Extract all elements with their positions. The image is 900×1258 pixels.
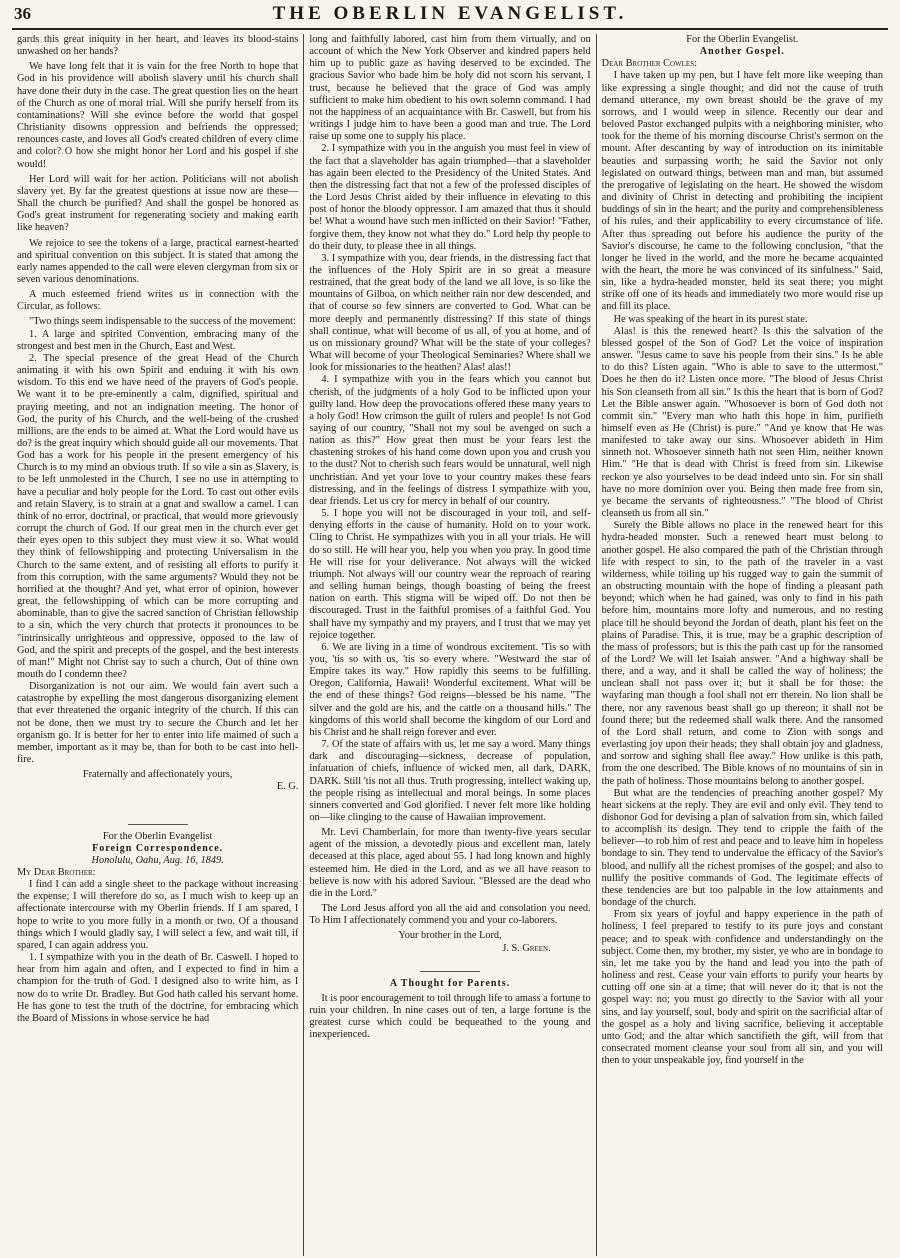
paragraph: 2. I sympathize with you in the anguish you must feel in view of the fact that a slaveholder has again triumphed—that a slaveholder has again been elected to the Presidency of the United States. And then the distressing fact that not a few of the professed disciples of the Lord Jesus Christ aided by their influence in elevating to this post of honor the bloody oppressor. I am amazed that thus it should be! What a wound have such men inflicted on their Savior! "Father, forgive them, they know not what they do." Lord help thy people to do their duty, to please thee in all things. <box>309 143 591 252</box>
column-1 <box>12 34 303 1256</box>
masthead <box>12 0 888 30</box>
paragraph: long and faithfully labored, cast him from them virtually, and on account of which the New York Observer and kindred papers held him up to public gaze as having deserved to be excinded. The gracious Savior who bade him be holy did not scorn his servant, I trust, because he believed that the grace of God was amply sufficient to make him obedient to his own solemn command. I had not the happiness of an acquaintance with Br. Caswell, but from his writings I judge him to have been a good man and true. The Lord raise up some one to supply his place. <box>309 34 591 143</box>
signature: E. G. <box>276 781 299 793</box>
paragraph: Disorganization is not our aim. We would fain avert such a catastrophe by expelling the most dangerous disorganizing element that ever threatened the organic integrity of the church. If this can not be done, then we must try to secure the Church and let her organism go. It is better for her to enter into life maimed of such a member, important as it may be, than for both to be cast into hell-fire. <box>17 681 299 766</box>
divider <box>128 824 188 825</box>
section-header: For the Oberlin Evangelist <box>102 830 213 842</box>
closing-line: Your brother in the Lord, <box>398 930 502 942</box>
paragraph: 1. A large and spirited Convention, embracing many of the strongest and best men in the Church, East and West. <box>17 328 299 352</box>
paragraph: From six years of joyful and happy experience in the path of holiness, I feel prepared to testify to its pure joys and constant peace; and to speak with confidence and understandingly on the subject. Come then, my brother, my sister, ye who are in bondage to sin, let me take you by the hand and lead you into the path of holiness and rest. Cease your vain efforts to purify your hearts by cutting off one sin at a time; that will never do it; that is not the gospel way: no; you must go directly to the Savior with all your sins, and lay yourself, soul, body and spirit on the sacrificial altar of the gospel as a holy and living sacrifice, believing it acceptable unto God; and the altar which sanctifieth the gift, will from that consecrated moment cleanse your soul from all sin, and you will then to your unspeakable joy, find yourself in the <box>601 909 883 1067</box>
paragraph: We have long felt that it is vain for the free North to hope that God in his providence will abolish slavery until his church shall have done their duty in the case. The great question lies on the heart of the Church as one of moral trial. Will she purify herself from its contaminations? Will she evince before the world that gospel Christianity disowns oppression and befriends the oppressed; renounces caste, and loves all God's created children of every clime and color? O how she might honor her Lord and his gospel if she would! <box>17 61 299 170</box>
columns <box>12 34 888 1256</box>
paragraph: It is poor encouragement to toil through life to amass a fortune to ruin your children. In nine cases out of ten, a large fortune is the greatest curse which could be bequeathed to the young and inexperienced. <box>309 992 591 1041</box>
paragraph: 1. I sympathize with you in the death of Br. Caswell. I hoped to hear from him again and often, and I expected to find in him a champion for the truth of God. I designed also to write him, as I now do to write Dr. Bradley. But God hath called his servant home. He has gone to test the truth of the doctrine, for embracing which the Board of Missions in whose service he had <box>17 952 299 1024</box>
newspaper-title: THE OBERLIN EVANGELIST. <box>272 3 628 24</box>
paragraph: I find I can add a single sheet to the package without increasing the expense; I will therefore do so, as I much wish to keep up an affectionate intercourse with my Oberlin friends. If I am spared, I hope to write to you more fully in a month or two. Of a thousand things which I would gladly say, I will select a few, and wait till, if spared, I can again address you. <box>17 879 299 951</box>
paragraph: Alas! is this the renewed heart? Is this the salvation of the blessed gospel of the Son of God? Let the voice of inspiration answer. "Jesus came to save his people from their sins." Is he able to do this? Listen again. "Who is able to save to the uttermost." Does he then do it? Listen once more. "The blood of Jesus Christ his Son cleanseth from all sin." Is this the heart that is born of God? Let the Bible answer again. "Whosoever is born of God doth not commit sin." "Every man who hath this hope in him, purifieth himself even as He (Christ) is pure." "And ye know that He was manifested to take away our sins. Whosoever abideth in Him sinneth not. Whosoever sinneth hath not seen Him, neither known Him." "He that is dead with Christ is freed from sin. Likewise reckon ye also yourselves to be dead indeed unto sin. For sin shall have no more dominion over you. Being then made free from sin, ye became the servants of righteousness." "The blood of Christ cleanseth us from all sin." <box>601 325 883 520</box>
paragraph: The Lord Jesus afford you all the aid and consolation you need. To Him I affectionately commend you and your co-laborers. <box>309 903 591 927</box>
section-title: Foreign Correspondence. <box>92 842 224 854</box>
paragraph: I have taken up my pen, but I have felt more like weeping than like expressing a single thought; and did not the cause of truth demand utterance, my own breast should be the grave of my sorrows, and I would weep in silence. Recently our dear and beloved Pastor exchanged pulpits with a neighboring minister, who took for the theme of his morning discourse Christ's sermon on the mount. After descanting by way of introduction on its inimitable beauties and surpassing worth; he said the Savior not only legislated on outward things, between man and man, but assumed the prerogative of legislating on the heart. He showed the wisdom and divinity of Christ in detecting and prohibiting the incipient buddings of sin in the heart; and the purity and comprehensibleness of his rules, and their applicability to every circumstance of life. After thus spreading out before his audience the purity of the Savior's discourse, he came to the following conclusion, "that the longer he lived in the world, and the more he became acquainted with the heart, the more he was convinced of its sinfulness." Said, sin, like a hydra-headed monster, held its seat there; you might strike off one of its heads and immediately two more would rise up and fill its place. <box>601 70 883 313</box>
paragraph: 4. I sympathize with you in the fears which you cannot but cherish, of the judgments of a holy God to be inflicted upon your guilty land. How deep the provocations offered these many years to a holy God! How crimson the guilt of rulers and people! Is not God saying of our country, "Shall not my soul be avenged on such a nation as this?" How great then must be your fears lest the chastening strokes of his hand come down upon you and crush you to the dust? Not to cherish such fears would be unnatural, well nigh unchristian. And yet your love to your country makes these fears distressing, and in the feelings of distress I sympathize with you, dear friends. Let us cry for mercy in behalf of our country. <box>309 374 591 507</box>
paragraph: 6. We are living in a time of wondrous excitement. 'Tis so with you, 'tis so with us, 'tis so every where. "Westward the star of Empire takes its way." How rapidly this seems to be fulfilling. Oregon, California, Hawaii! Wonderful excitement. What will be the end of these things? God reigns—blessed be his name. "The silver and the gold are his, and the cattle on a thousand hills." The kingdoms of this world shall become the kingdom of our Lord and his Christ and he shall reign forever and ever. <box>309 641 591 738</box>
paragraph: 5. I hope you will not be discouraged in your toil, and self-denying efforts in the cause of humanity. Hold on to your work. Cling to Christ. He sympathizes with you in all your trials. He will do so still. He will hear you, help you when you pray. In good time He will rise for your deliverance. Not always will the wicked triumph. Not always will our country wear the reproach of rearing and selling human beings, though boasting of being the freest nation on earth. This stigma will be wiped off. Do not then be discouraged. Trust in the faithful promises of a faithful God. You shall have my sympathy and my prayers, and I trust that we may yet rejoice together. <box>309 508 591 641</box>
section-title: Another Gospel. <box>699 46 785 58</box>
salutation: Dear Brother Cowles: <box>601 58 697 70</box>
paragraph: He was speaking of the heart in its purest state. <box>613 313 808 325</box>
column-2 <box>303 34 595 1256</box>
section-header: For the Oberlin Evangelist. <box>686 34 799 45</box>
salutation: My Dear Brother: <box>17 867 96 878</box>
paragraph: 7. Of the state of affairs with us, let me say a word. Many things dark and discouraging—sickness, decrease of population, infatuation of chiefs, influence of wicked men, all dark, DARK, DARK. Still 'tis not all thus. Truth progressing, intellect waking up, the people rising as intellectual and moral beings. In some places sinners converted and God glorified. I never felt more like holding on—like clinging to the cause of Hawaiian improvement. <box>309 739 591 823</box>
paragraph: But what are the tendencies of preaching another gospel? My heart sickens at the reply. They are evil and only evil. They tend to dishonor God for devising a plan of salvation from sin, which failed to accomplish its design. They tend to cripple the faith of the believer—to rob him of rest and peace and to leave him in hopeless bondage to sin. They tend to undervalue the efficacy of the Savior's blood, and nullify all the richest promises of the gospel; and also to nullify the positive commands of God. The legitimate effects of these tendencies are but too palpable in the low attainments and bondage of the church. <box>601 787 883 909</box>
paragraph: We rejoice to see the tokens of a large, practical earnest-hearted and spiritual convention on this subject. It is stated that among the early names appended to the call were eleven clergyman from six or seven various denominations. <box>17 237 299 285</box>
closing-line: Fraternally and affectionately yours, <box>82 769 233 781</box>
paragraph: 3. I sympathize with you, dear friends, in the distressing fact that the influences of the Holy Spirit are in so great a measure restrained, that the great body of the land we all love, is so like the mountains of Gilboa, on which neither rain nor dew descended, and that of course so few sinners are converted to God. What can be more deeply and permanently distressing? If this state of things shall continue, what will become of us all, of you at home, and of us on missionary ground? What will be the state of your colleges? What will become of your Theological Seminaries? Where shall we look for missionaries to the heathen? Alas! alas!! <box>309 252 591 374</box>
paragraph: Her Lord will wait for her action. Politicians will not abolish slavery yet. By far the greatest questions at issue now are these—Shall the church be purified? And shall the gospel be honored as God's great instrument for regenerating society and making earth like heaven? <box>17 173 299 234</box>
signature: J. S. Green. <box>502 942 551 954</box>
paragraph: gards this great iniquity in her heart, and leaves its blood-stains unwashed on her hands? <box>17 34 299 58</box>
paragraph: A much esteemed friend writes us in connection with the Circular, as follows: <box>17 289 299 313</box>
page-number: 36 <box>14 4 31 23</box>
paragraph: Mr. Levi Chamberlain, for more than twenty-five years secular agent of the mission, a devotedly pious and excellent man, lately deceased at this place, aged about 55. I had long known and highly esteemed him. He died in the Lord, and as we all have reason to believe is now with his adored Saviour. "Blessed are the dead who die in the Lord." <box>309 827 591 899</box>
article-title: A Thought for Parents. <box>389 977 511 989</box>
dateline: Honolulu, Oahu, Aug. 16, 1849. <box>91 854 224 866</box>
divider <box>420 971 480 972</box>
paragraph: "Two things seem indispensable to the success of the movement: <box>29 316 296 328</box>
paragraph: 2. The special presence of the great Head of the Church animating it with his own Spirit and enduing it with his own wisdom. To this end we have need of the prayers of God's people. We want it to be pre-eminently a calm, dignified, spiritual and praying meeting, and not an indignation meeting. The honor of God, the purity of his Church, and the well-being of the crushed millions, are the ends to be aimed at. What the Lord would have us do? is the great inquiry which should guide all our movements. That God has a work for his people in the present emergency of his Church is to my mind an obvious truth. If so vile a sin as Slavery, is to be left unmolested in the Church, I see no use in attempting to have a peculiar and holy people for the Lord. To cast out other evils and retain Slavery, is to strain at a gnat and swallow a camel. I can think of no error, doctrinal, or practical, that would more grievously corrupt the church of God. If our great men in the church ever get their eyes open to this subject they must view it so. What would they think of fellowshipping and protecting Universalism in the Church to the same extent, and of resisting all efforts to purify it from this corruption, with the same arguments? Would they not be horrified at the thought? And yet, what error of opinion, however great, the fellowshipping of which can be more corrupting and abominable, than to give the sacred sanction of Christian fellowship to a sin, which the very church that protects it pronounces to be "intrinsically unrighteous and oppressive, opposed to the law of God, and the spirit and precepts of the gospel, and the best interests of man!" Might not Christ say to such a church, Out of thine own mouth do I condemn thee? <box>17 352 299 680</box>
column-3 <box>596 34 888 1256</box>
paragraph: Surely the Bible allows no place in the renewed heart for this hydra-headed monster. Such a renewed heart must belong to another gospel. He also compared the path of the Christian through life with respect to sin, to the path of the traveler in a vast wilderness, while toiling up his rugged way to gain the summit of an obstructing mountain with the hope of finding a pleasant path beyond; which when he had gained, was only to find in his path before him, mountains more lofty and numerous, and no resting place till he should beyond the Jordan of death, plant his feet on the plains of Paradise. This, it is true, may be a graphic description of the mass of professors; but is this the path cast up for the ransomed of the Lord? We will let Isaiah answer. "And a highway shall be there, and a way, and it shall be called the way of holiness; the unclean shall not pass over it; but it shall be for those: the wayfaring man though a fool shall not err therein. No lion shall be there, nor any ravenous beast shall go up thereon; it shall not be found there; but the redeemed shall walk there. And the ransomed of the Lord shall return, and come to Zion with songs and everlasting joy upon their heads; they shall obtain joy and gladness, and sorrow and sighing shall flee away." How unlike is this path, from the one described. The Bible knows of no mountains of sin in the path of holiness. Those mountains belong to another gospel. <box>601 520 883 787</box>
